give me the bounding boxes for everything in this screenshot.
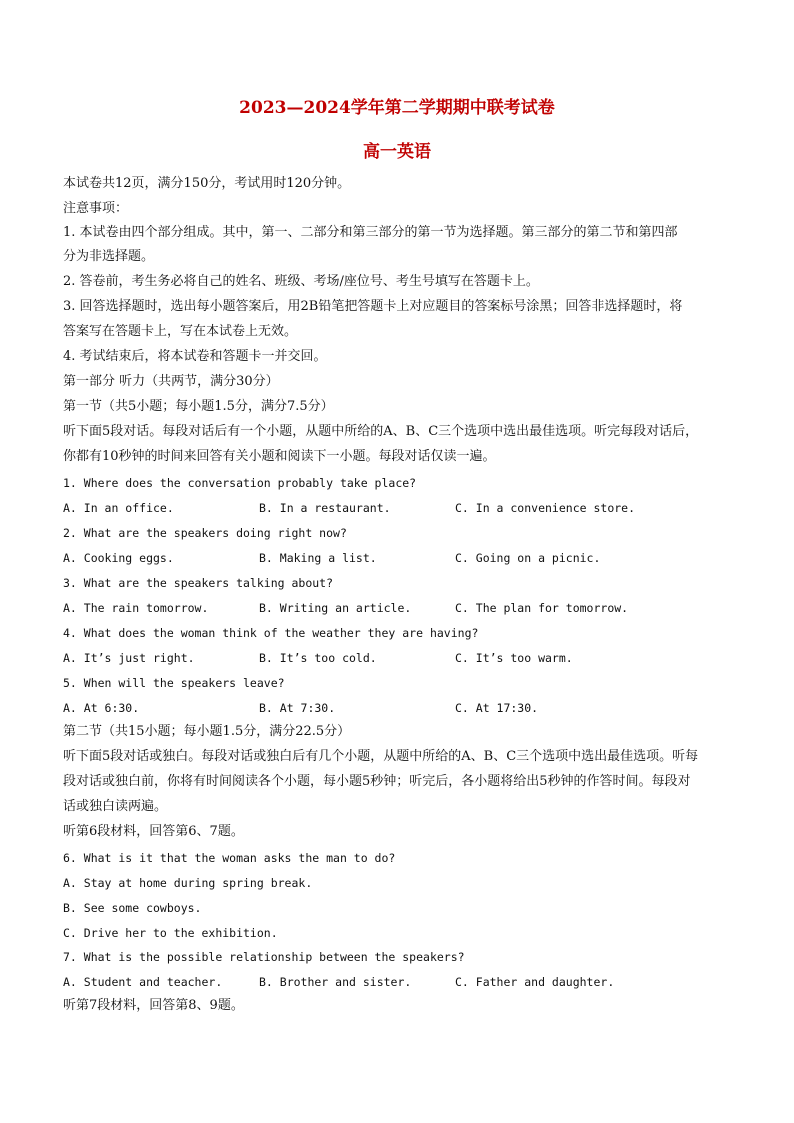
section1-heading: 第一节（共5小题；每小题1.5分，满分7.5分） — [63, 399, 334, 414]
section1-instruction: 听下面5段对话。每段对话后有一个小题，从题中所给的A、B、C三个选项中选出最佳选项。听完每段对话后， — [63, 424, 699, 439]
note-line: 3. 回答选择题时，选出每小题答案后，用2B铅笔把答题卡上对应题目的答案标号涂黑；回答非选择题时，将 — [63, 299, 683, 314]
option-a: A. Stay at home during spring break. — [63, 876, 313, 890]
section2-instruction: 听下面5段对话或独白。每段对话或独白后有几个小题，从题中所给的A、B、C三个选项中选出最佳选项。听每 — [63, 749, 699, 764]
option-a: A. At 6:30. — [63, 701, 140, 715]
option-b: B. It’s too cold. — [259, 651, 377, 665]
note-line: 4. 考试结束后，将本试卷和答题卡一并交回。 — [63, 349, 327, 364]
question-stem: 1. Where does the conversation probably take place? — [63, 476, 417, 490]
question-stem: 4. What does the woman think of the weather they are having? — [63, 626, 479, 640]
option-c: C. Going on a picnic. — [455, 551, 601, 565]
option-a: A. The rain tomorrow. — [63, 601, 209, 615]
question-stem: 2. What are the speakers doing right now? — [63, 526, 347, 540]
material-note: 听第6段材料，回答第6、7题。 — [63, 824, 244, 839]
option-b: B. Brother and sister. — [259, 975, 412, 989]
exam-title: 2023—2024学年第二学期期中联考试卷 — [239, 98, 555, 118]
option-b: B. Writing an article. — [259, 601, 412, 615]
option-a: A. Student and teacher. — [63, 975, 223, 989]
exam-summary: 本试卷共12页，满分150分，考试用时120分钟。 — [63, 176, 351, 191]
section2-instruction: 段对话或独白前，你将有时间阅读各个小题，每小题5秒钟；听完后，各小题将给出5秒钟的作答时间。每段对 — [63, 774, 691, 789]
material-note: 听第7段材料，回答第8、9题。 — [63, 998, 244, 1013]
option-a: A. It’s just right. — [63, 651, 195, 665]
option-a: A. Cooking eggs. — [63, 551, 174, 565]
option-b: B. At 7:30. — [259, 701, 336, 715]
question-stem: 6. What is it that the woman asks the man to do? — [63, 851, 396, 865]
option-c: C. Father and daughter. — [455, 975, 615, 989]
question-stem: 5. When will the speakers leave? — [63, 676, 285, 690]
option-c: C. The plan for tomorrow. — [455, 601, 629, 615]
note-line: 2. 答卷前，考生务必将自己的姓名、班级、考场/座位号、考生号填写在答题卡上。 — [63, 274, 539, 289]
option-c: C. Drive her to the exhibition. — [63, 926, 278, 940]
option-b: B. In a restaurant. — [259, 501, 391, 515]
section2-instruction: 话或独白读两遍。 — [63, 799, 168, 814]
section1-instruction: 你都有10秒钟的时间来回答有关小题和阅读下一小题。每段对话仅读一遍。 — [63, 449, 496, 464]
option-c: C. In a convenience store. — [455, 501, 636, 515]
note-line: 1. 本试卷由四个部分组成。其中，第一、二部分和第三部分的第一节为选择题。第三部分的第二节和第四部 — [63, 225, 678, 240]
option-a: A. In an office. — [63, 501, 174, 515]
note-line: 答案写在答题卡上，写在本试卷上无效。 — [63, 324, 298, 339]
note-line: 分为非选择题。 — [63, 249, 155, 264]
notice-heading: 注意事项： — [63, 201, 129, 216]
option-c: C. At 17:30. — [455, 701, 539, 715]
option-b: B. Making a list. — [259, 551, 377, 565]
section2-heading: 第二节（共15小题；每小题1.5分，满分22.5分） — [63, 724, 351, 739]
question-stem: 3. What are the speakers talking about? — [63, 576, 334, 590]
part1-heading: 第一部分 听力（共两节，满分30分） — [63, 374, 279, 389]
option-b: B. See some cowboys. — [63, 901, 202, 915]
option-c: C. It’s too warm. — [455, 651, 573, 665]
exam-subject: 高一英语 — [363, 142, 431, 162]
question-stem: 7. What is the possible relationship between the speakers? — [63, 950, 465, 964]
